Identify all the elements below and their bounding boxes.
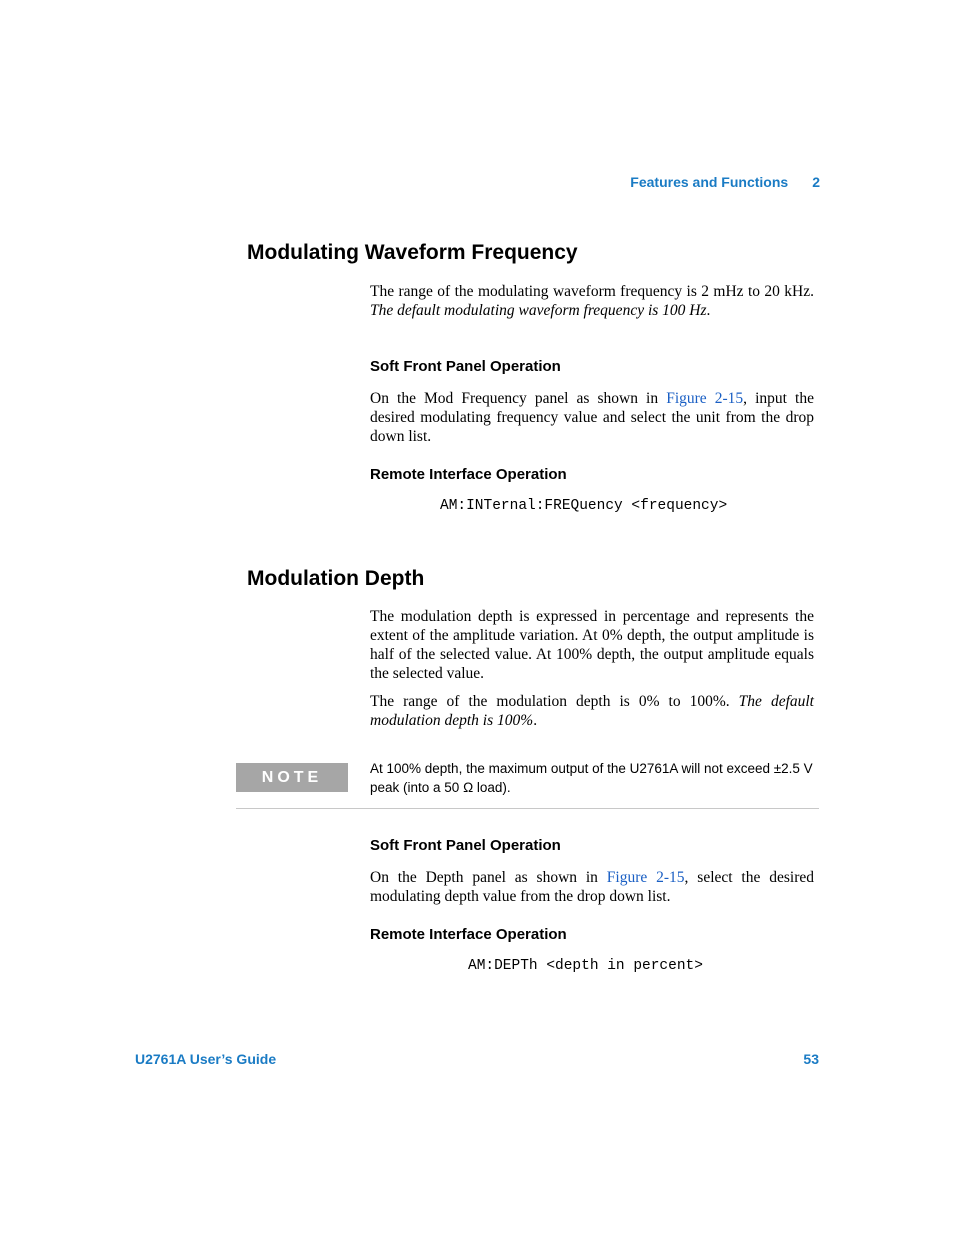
running-header xyxy=(630,174,820,190)
frequency-range-paragraph xyxy=(370,282,814,320)
frequency-default-text: The default modulating waveform frequency is 100 Hz xyxy=(370,302,707,319)
chapter-number: 2 xyxy=(812,174,820,190)
depth-description-paragraph: The modulation depth is expressed in percentage and represents the extent of the amplitude variation. At 0% depth, the output amplitude is half of the selected value. At 100% depth, the output amplitude equals the selected value. xyxy=(370,608,814,682)
frequency-command: AM:INTernal:FREQuency <frequency> xyxy=(440,498,728,514)
depth-command: AM:DEPTh <depth in percent> xyxy=(468,958,703,974)
depth-panel-text-start: On the Depth panel as shown in xyxy=(370,869,607,886)
section-title-modulating-waveform-frequency: Modulating Waveform Frequency xyxy=(247,241,578,264)
chapter-title: Features and Functions xyxy=(630,174,789,190)
depth-panel-text-end: , select the desired modulating depth value from the drop down list. xyxy=(370,869,814,905)
section-title-modulation-depth: Modulation Depth xyxy=(247,567,425,590)
figure-link[interactable]: Figure 2-15 xyxy=(606,869,685,886)
note-divider xyxy=(236,808,819,809)
mod-frequency-panel-paragraph xyxy=(370,389,814,446)
note-label: NOTE xyxy=(236,763,348,792)
depth-default-end: . xyxy=(533,712,538,729)
remote-interface-heading: Remote Interface Operation xyxy=(370,466,567,483)
mod-frequency-text-start: On the Mod Frequency panel as shown in xyxy=(370,390,667,407)
figure-link[interactable]: Figure 2-15 xyxy=(666,390,744,407)
soft-front-panel-heading: Soft Front Panel Operation xyxy=(370,837,561,854)
frequency-default-end: . xyxy=(706,302,711,319)
note-text: At 100% depth, the maximum output of the U2761A will not exceed ±2.5 V peak (into a 50 Ω load). xyxy=(370,761,813,795)
remote-interface-heading: Remote Interface Operation xyxy=(370,926,567,943)
depth-panel-paragraph xyxy=(370,868,814,906)
soft-front-panel-heading: Soft Front Panel Operation xyxy=(370,358,561,375)
depth-default-text: The default modulation depth is 100% xyxy=(370,693,814,729)
frequency-range-text: The range of the modulating waveform frequency is 2 mHz to 20 kHz. xyxy=(370,283,814,300)
mod-frequency-text-end: , input the desired modulating frequency value and select the unit from the drop down list. xyxy=(370,390,814,445)
footer-page-number: 53 xyxy=(803,1051,819,1067)
depth-range-paragraph xyxy=(370,692,814,730)
footer-guide-title: U2761A User’s Guide xyxy=(135,1051,277,1067)
depth-range-text: The range of the modulation depth is 0% to 100%. xyxy=(370,693,730,710)
